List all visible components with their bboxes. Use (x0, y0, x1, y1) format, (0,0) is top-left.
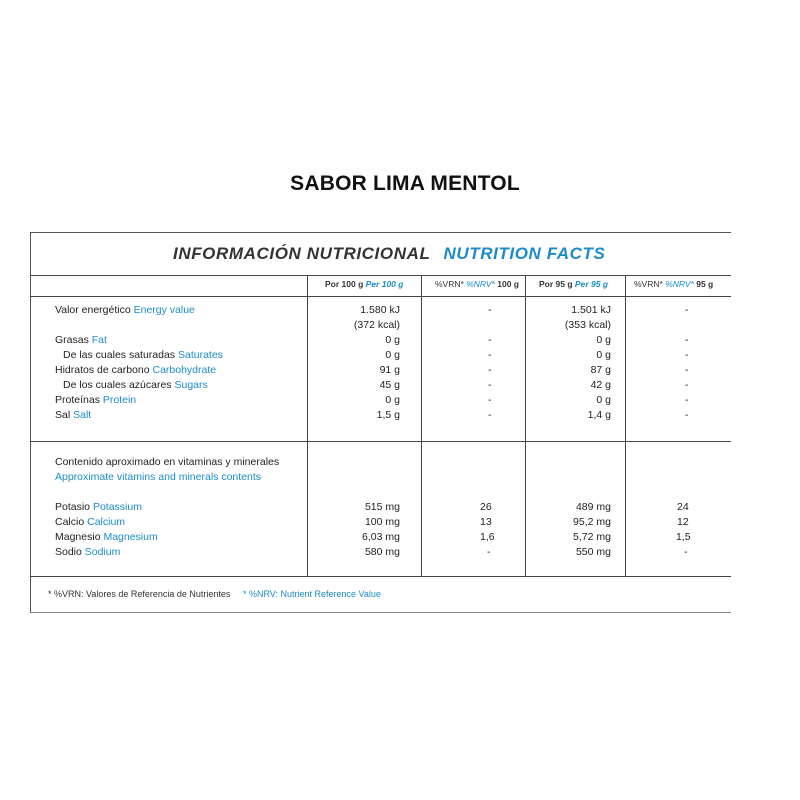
value-per95: 550 mg (575, 546, 611, 558)
value-per95: 489 mg (575, 501, 611, 513)
value-per100: 0 g (385, 394, 400, 406)
value-per100: 6,03 mg (362, 531, 400, 543)
value-per100: 45 g (379, 379, 400, 391)
col-header-es: Por 95 g (539, 279, 573, 289)
value-per100: 91 g (379, 364, 400, 376)
value-per100: 0 g (385, 349, 400, 361)
col-header-suffix: 100 g (497, 279, 519, 289)
col-header-en: %NRV* (466, 279, 495, 289)
value-per100: 1,5 g (376, 409, 400, 421)
row-label: De las cuales saturadas Saturates (63, 349, 223, 361)
heading-es: INFORMACIÓN NUTRICIONAL (173, 244, 431, 263)
nutrition-table: INFORMACIÓN NUTRICIONAL NUTRITION FACTS Por 100 g Per 100 g %VRN* %NRV* 100 g Por 95 g Per 95 g %VRN* %NRV* 95 g Valor energético Energy value 1.580 kJ (372 kcal) - 1.501 kJ (353 kcal) - Grasas Fat 0 g - 0 g - De las cuales saturadas Saturates 0 g - 0 g - Hidratos de carbono Carbohydrate 91 g - 87 g - De los cuales azúcares Sugars 45 g - 42 g - Proteínas Protein 0 g - 0 g - Sal Salt 1,5 g - 1,4 g - Contenido aproximado en vitaminas y minerales Approximate vitamins and minerals contents Potasio Potassium 515 mg 26 489 mg 24 Calcio Calcium 100 mg 13 95,2 mg 12 Magnesio Magnesium 6,03 mg 1,6 5,72 mg 1,5 Sodio Sodium 580 mg - 550 mg - (30, 232, 731, 613)
column-divider (525, 275, 526, 577)
vitamins-heading-en: Approximate vitamins and minerals contents (55, 471, 262, 483)
value-per95: 95,2 mg (573, 516, 611, 528)
value-per95: 1,4 g (587, 409, 611, 421)
col-header-es: %VRN* (634, 279, 663, 289)
row-label: Calcio Calcium (55, 516, 126, 528)
nrv-per95: 12 (677, 516, 689, 528)
col-header-en: Per 100 g (365, 279, 404, 289)
column-divider (421, 275, 422, 577)
value-per100: 515 mg (364, 501, 400, 513)
row-label: Sal Salt (55, 409, 92, 421)
value-per95: 87 g (590, 364, 611, 376)
vitamins-heading-es: Contenido aproximado en vitaminas y minerales (55, 456, 280, 468)
row-label: De los cuales azúcares Sugars (63, 379, 208, 391)
row-label: Grasas Fat (55, 334, 107, 346)
value-per95: 42 g (590, 379, 611, 391)
value-per100-kcal: (372 kcal) (353, 319, 400, 331)
column-header-per95 (539, 279, 608, 289)
value-per95-kcal: (353 kcal) (564, 319, 611, 331)
column-header-nrv95 (634, 279, 713, 289)
row-label: Proteínas Protein (55, 394, 137, 406)
value-per100: 0 g (385, 334, 400, 346)
col-header-suffix: 95 g (696, 279, 714, 289)
row-label: Magnesio Magnesium (55, 531, 158, 543)
heading-en: NUTRITION FACTS (443, 244, 606, 263)
footnote (48, 589, 381, 599)
nrv-per95: 1,5 (676, 531, 691, 543)
footnote-en: * %NRV: Nutrient Reference Value (242, 589, 381, 599)
nrv-per95: 24 (677, 501, 689, 513)
nrv-per100: 1,6 (480, 531, 495, 543)
section-rule (31, 441, 731, 442)
value-per100: 100 mg (364, 516, 400, 528)
column-header-per100 (325, 279, 403, 289)
value-per95: 0 g (596, 349, 611, 361)
nrv-per100: - (487, 546, 491, 558)
col-header-en: %NRV* (665, 279, 694, 289)
nrv-per100: 26 (480, 501, 492, 513)
value-per100: 1.580 kJ (360, 304, 400, 316)
column-header-nrv100 (435, 279, 519, 289)
row-label: Sodio Sodium (55, 546, 121, 558)
row-label: Hidratos de carbono Carbohydrate (55, 364, 217, 376)
product-title: SABOR LIMA MENTOL (290, 172, 520, 195)
row-label: Valor energético Energy value (55, 304, 195, 316)
value-per95: 5,72 mg (573, 531, 611, 543)
col-header-es: %VRN* (435, 279, 464, 289)
value-per100: 580 mg (364, 546, 400, 558)
column-divider (625, 275, 626, 577)
column-header-rule (31, 296, 731, 297)
row-label: Potasio Potassium (55, 501, 142, 513)
table-bottom-rule (31, 576, 731, 577)
value-per95: 1.501 kJ (571, 304, 611, 316)
nrv-per100: 13 (480, 516, 492, 528)
value-per95: 0 g (596, 334, 611, 346)
col-header-en: Per 95 g (574, 279, 608, 289)
nrv-per95: - (684, 546, 688, 558)
table-header (31, 233, 731, 276)
value-per95: 0 g (596, 394, 611, 406)
table-heading (173, 244, 605, 264)
col-header-es: Por 100 g (325, 279, 364, 289)
footnote-es: * %VRN: Valores de Referencia de Nutrientes (48, 589, 231, 599)
column-divider (307, 275, 308, 577)
